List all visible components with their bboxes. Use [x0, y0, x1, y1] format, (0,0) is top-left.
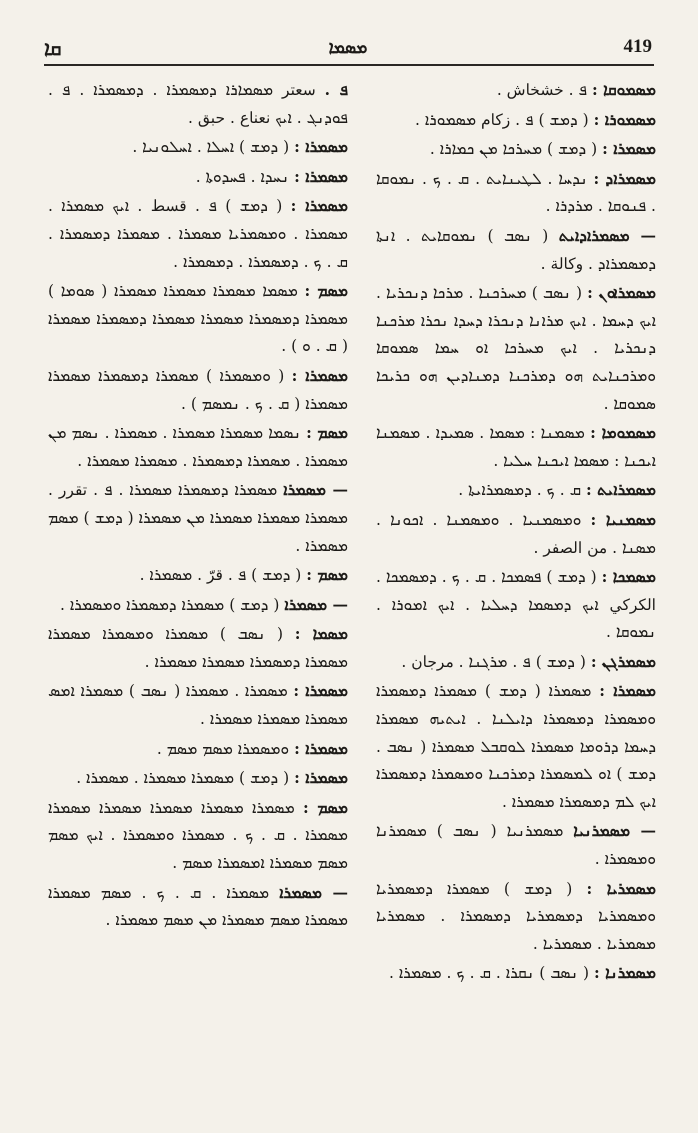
dictionary-entry [48, 192, 348, 276]
dictionary-entry [48, 620, 348, 676]
entry-definition: ܡܣܡܪܢܝܐ ( ܢܣܒ ) ܡܣܡܪܢܐ ܘܡܣܡܪܐ . [376, 822, 656, 869]
dictionary-entry [376, 959, 656, 988]
entry-headword: ܡܣܡܪܐܘܢ : [587, 283, 656, 303]
entry-definition: ( ܢܣܒ ) ܡܚܪܟܢܐ . ܡܪܟܐ ܕܢܟܪܝܐ . ܐܝܟ ܕܚܡܐ . ܐܝܟ ܡܪܐܢܐ ܕܢܟܪܐ ܕܚܕܐ ܢܟܪܐ ܡܪܟܢܐ ܕܢܟܪܝܐ . ܐܝܟ ܡܚܪܟܐ ܐܘ ܚܡܐ ܣܡܘܩܐ ܘܡܪܟܢܐܝܬ ܗܘ ܕܡܪܟܢܐ ܕܡܢܐܕܝܢ ܗܘ ܟܪܝܟܐ ܣܡܘܩܐ . [376, 284, 656, 413]
entry-headword: ܡܣܡܪܐ : [293, 681, 348, 701]
entry-definition: ( ܢܣܒ ) ܡܣܡܪܐ ܘܡܣܡܪܐ ܡܣܡܪܐ ܡܣܡܪܐ ܕܡܣܡܪܐ ܡܣܡܪܐ ܡܣܡܪܐ . [48, 625, 348, 671]
dictionary-entry [48, 362, 348, 418]
entry-headword: — ܡܣܡܪܐ [283, 480, 348, 500]
entry-headword: ܡܣܡ : [306, 565, 348, 585]
dictionary-entry [376, 506, 656, 562]
dictionary-entry [376, 76, 656, 105]
dictionary-entry [376, 817, 656, 873]
entry-headword: ܡܣܡܪܐ : [290, 196, 348, 216]
page-label-left: ܩܐ [44, 36, 62, 60]
entry-definition: ܢܣܡܐ ܡܣܡܪܐ ܡܣܡܪܐ . ܡܣܡܪܐ . ܢܣܡ ܡܢ ܡܣܡܪܐ . ܡܣܡܪܐ ܕܡܣܡܪܐ . ܡܣܡܪܐ ܡܣܡܪܐ . [48, 424, 348, 470]
entry-headword: ܡܣܡܐ : [294, 624, 348, 644]
right-column [376, 76, 656, 989]
entry-headword: ܡܣܡܪܓܢ : [590, 651, 656, 671]
dictionary-entry [376, 222, 656, 278]
dictionary-entry [48, 764, 348, 793]
entry-definition: ܡܣܡܪܐ ܡܣܡܪܐ ܡܣܡܪܐ ܡܣܡܪܐ ܡܣܡܪܐ ܡܣܡܪܐ . ܩ . ܟ . ܡܣܡܪܐ ܘܡܣܡܪܐ . ܐܝܟ ܡܣܡ ܡܣܡ ܡܣܡܪܐ ܐܡܣܡܪܐ ܡܣܡ . [48, 798, 348, 873]
entry-definition: ( ܕܡܫ ) ܐܚܠܐ . ܐܚܠܘܢܝܐ . [132, 138, 290, 157]
entry-headword: ܡܣܡܪܐ : [602, 139, 656, 159]
dictionary-entry [48, 735, 348, 764]
entry-definition: ( ܕܡܫ ) ܦ . ܡܪܓܢܐ . مرجان . [401, 652, 586, 671]
dictionary-entry [48, 561, 348, 590]
entry-headword: ܡܣܡܘܩܐ : [591, 80, 656, 99]
dictionary-entry [48, 794, 348, 878]
entry-headword: ܡܣܡ : [306, 423, 349, 443]
dictionary-entry [48, 133, 348, 162]
entry-headword: ܡܣܡܘܪܐ : [593, 109, 656, 129]
entry-headword: ܡܣܡܪܝܐ : [586, 878, 656, 898]
entry-headword: ܡܣܡܪܐ : [599, 681, 656, 701]
entry-definition: ( ܕܡܫ ) ܦܣܡܟܐ . ܩ . ܟ . ܕܡܣܡܟܐ . الكركي ܐܝܟ ܕܡܣܡܐ ܕܚܠܝܐ . ܐܝܟ ܐܡܘܪܐ . ܢܡܘܩܐ . [376, 568, 656, 642]
dictionary-entry [48, 277, 348, 361]
dictionary-entry [376, 106, 656, 135]
entry-definition: ( ܕܡܫ ) ܡܚܪܟܐ ܡܢ ܟܡܐܪܐ . [429, 140, 598, 159]
entry-definition: ( ܕܡܫ ) ܡܣܡܪܐ ܕܡܣܡܪܐ ܘܡܣܡܪܐ . [59, 595, 280, 614]
entry-headword: ܡܣܡ : [304, 281, 348, 301]
dictionary-entry [48, 163, 348, 192]
dictionary-entry [48, 677, 348, 733]
entry-headword: ܡܣܡ : [302, 797, 348, 817]
entry-definition: ܡܣܡܢܐ : ܡܣܡܐ . ܣܡܝܕܐ . ܡܣܡܢܐ ܐܝܟܢܐ : ܡܣܡܐ ܐܝܟܢܐ ܚܠܝܐ . [376, 424, 656, 470]
entry-definition: سعتر ܡܣܡܐܪܐ ܕܡܣܡܪܐ . ܕܡܣܡܪܐ . ܦ . ܦܘܕܢܓ . ܐܝܟ نعناع . حبق . [48, 81, 348, 127]
entry-definition: ( ܘܡܣܡܪܐ ) ܡܣܡܪܐ ܕܡܣܡܪܐ ܡܣܡܪܐ ܡܣܡܪܐ ( ܩ . ܟ . ܢܡܣܡ ) . [48, 366, 348, 413]
entry-definition: ܡܣܡܪܐ . ܩ . ܟ . ܡܣܡ ܡܣܡܪܐ ܡܣܡܪܐ ܡܣܡ ܡܣܡܪܐ ܡܢ ܡܣܡ ܡܣܡܪܐ . [48, 883, 348, 930]
entry-headword: — ܡܣܡܪܐܕܐܝܬ [558, 225, 656, 245]
entry-headword: ܡܣܡܘܡܐ : [590, 423, 656, 443]
entry-definition: ܡܣܡܪܐ . ܡܣܡܪܐ ( ܢܣܒ ) ܡܣܡܪܐ ܐܡܣ ܡܣܡܪܐ ܡܣܡܪܐ ܡܣܡܪܐ . [48, 682, 348, 729]
page-header [44, 34, 652, 60]
entry-headword: ܡܣܡܪܐ : [291, 365, 348, 385]
dictionary-entry [48, 419, 348, 475]
entry-headword: ܡܣܡܪܐ : [294, 166, 348, 186]
entry-headword: — ܡܣܡܪܢܝܐ [573, 821, 656, 841]
entry-headword: ܡܣܡܪܢܐ : [594, 963, 656, 983]
entry-definition: ܢܕܚܐ . ܠܛܝܢܐܝܬ . ܩ . ܟ . ܢܡܘܩܐ . ܦܢܘܩܐ . ܡܪܕܪܐ . [376, 169, 656, 216]
header-rule [44, 64, 654, 66]
dictionary-entry [376, 135, 656, 164]
entry-headword: — ܡܣܡܪܐ [284, 594, 348, 614]
entry-definition: ܡܣܡܪܐ ( ܕܡܫ ) ܡܣܡܪܐ ܕܡܣܡܪܐ ܘܡܣܡܪܐ ܕܡܣܡܪܐ ܕܐܝܠܢܐ . ܐܝܬܝܗ ܡܣܡܪܐ ܕܚܡܐ ܕܪܘܡܐ ܡܣܡܪܐ ܠܘܩܒܠ ܡܣܡܪܐ ( ܢܣܒ . ܕܡܫ ) ܐܘ ܠܡܣܡܪܐ ܕܡܪܟܢܐ ܘܡܣܡܪܐ ܕܡܣܡܪܐ ܐܝܟ ܠܡ ܕܡܣܡܪܐ ܡܣܡܪܐ . [376, 682, 656, 811]
entry-headword: ܡܣܡܪܐܕ : [593, 168, 656, 188]
entry-definition: ( ܢܣܒ ) ܢܡܘܩܐܝܬ . ܐܢܬܐ ܕܡܣܡܪܐܕ . وكالة . [376, 226, 656, 273]
dictionary-entry [376, 476, 656, 505]
entry-definition: ( ܢܣܒ ) ܢܩܪܐ . ܩ . ܟ . ܡܣܡܪܐ . [388, 964, 590, 983]
entry-definition: ܦ . خشخاش . [496, 81, 588, 99]
dictionary-entry [376, 875, 656, 959]
entry-headword: ܡܣܡܪܐܝܬ : [586, 480, 656, 500]
entry-definition: ( ܕܡܫ ) ܡܣܡܪܐ ܕܡܣܡܪܝܐ ܘܡܣܡܪܝܐ ܕܡܣܡܪܝܐ ܕܡܣܡܪܐ . ܡܣܡܪܝܐ ܡܣܡܪܝܐ . ܡܣܡܪܝܐ . [376, 879, 656, 953]
entry-headword: ܡܣܡܪܐ : [294, 738, 348, 758]
entry-definition: ܘܡܣܡܪܐ ܡܣܡ ܡܣܡ . [156, 739, 290, 758]
dictionary-entry [48, 879, 348, 935]
dictionary-entry [376, 279, 656, 418]
entry-definition: ܩ . ܟ . ܕܡܣܡܪܐܝܬܐ . [458, 481, 582, 500]
page-number: 419 [623, 36, 652, 57]
entry-definition: ܡܣܡܐ ܡܣܡܪܐ ܡܣܡܪܐ ܡܣܡܪܐ ( ܣܘܡܐ ) ܡܣܡܪܐ ܕܡܣܡܪܐ ܡܣܡܪܐ ܡܣܡܪܐ ܕܡܣܡܪܐ ܡܣܡܪܐ ( ܩ . ܘ ) . [48, 282, 348, 356]
dictionary-entry [48, 591, 348, 620]
entry-definition: ܢܚܕܐ . ܦܚܕܘܬܐ . [195, 167, 290, 186]
entry-headword: ܡܣܡܪܐ : [294, 137, 348, 157]
entry-definition: ( ܕܡܫ ) ܡܣܡܪܐ ܡܣܡܪܐ . ܡܣܡܪܐ . [76, 769, 290, 788]
entry-definition: ( ܕܡܫ ) ܦ . قسط . ܐܝܟ ܡܣܡܪܐ . ܡܣܡܪܐ . ܘܡܣܡܪܝܐ ܡܣܡܪܐ . ܡܣܡܪܐ ܕܡܣܡܪܐ . ܩ . ܟ . ܕܡܣܡܪܐ . ܕܡܣܡܪܐ . [48, 197, 348, 271]
entry-definition: ( ܕܡܫ ) ܦ . زكام ܡܣܡܘܪܐ . [414, 110, 589, 129]
entry-headword: — ܡܣܡܪܐ [279, 882, 348, 902]
entry-definition: ܡܣܡܪܐ ܕܡܣܡܪܐ ܡܣܡܪܐ . ܦ . تقرر . ܡܣܡܪܐ ܡܣܡܪܐ ܡܣܡܪܐ ܡܢ ܡܣܡܪܐ ( ܕܡܫ ) ܡܣܡ ܡܣܡܪܐ . [48, 481, 348, 555]
entry-definition: ( ܕܡܫ ) ܦ . قرّ . ܡܣܡܪܐ . [139, 566, 302, 585]
entry-headword: ܡܣܡܪܐ : [294, 768, 348, 788]
dictionary-entry [48, 76, 348, 132]
dictionary-entry [48, 476, 348, 560]
dictionary-entry [376, 563, 656, 647]
dictionary-entry [376, 648, 656, 677]
left-column [48, 76, 348, 936]
running-head: ܡܣܡܐ [328, 38, 368, 58]
dictionary-entry [376, 677, 656, 816]
dictionary-entry [376, 419, 656, 475]
entry-definition: ܘܡܣܡܢܝܐ . ܘܡܣܡܢܐ . ܐܟܘܢܐ . ܡܣܢܐ . من الصفر . [376, 510, 656, 557]
entry-headword: ܡܣܡܟܐ : [601, 567, 656, 587]
entry-headword: ܡܣܡܢܝܐ : [590, 509, 657, 529]
dictionary-entry [376, 165, 656, 221]
entry-headword: ܦ . [324, 80, 348, 99]
